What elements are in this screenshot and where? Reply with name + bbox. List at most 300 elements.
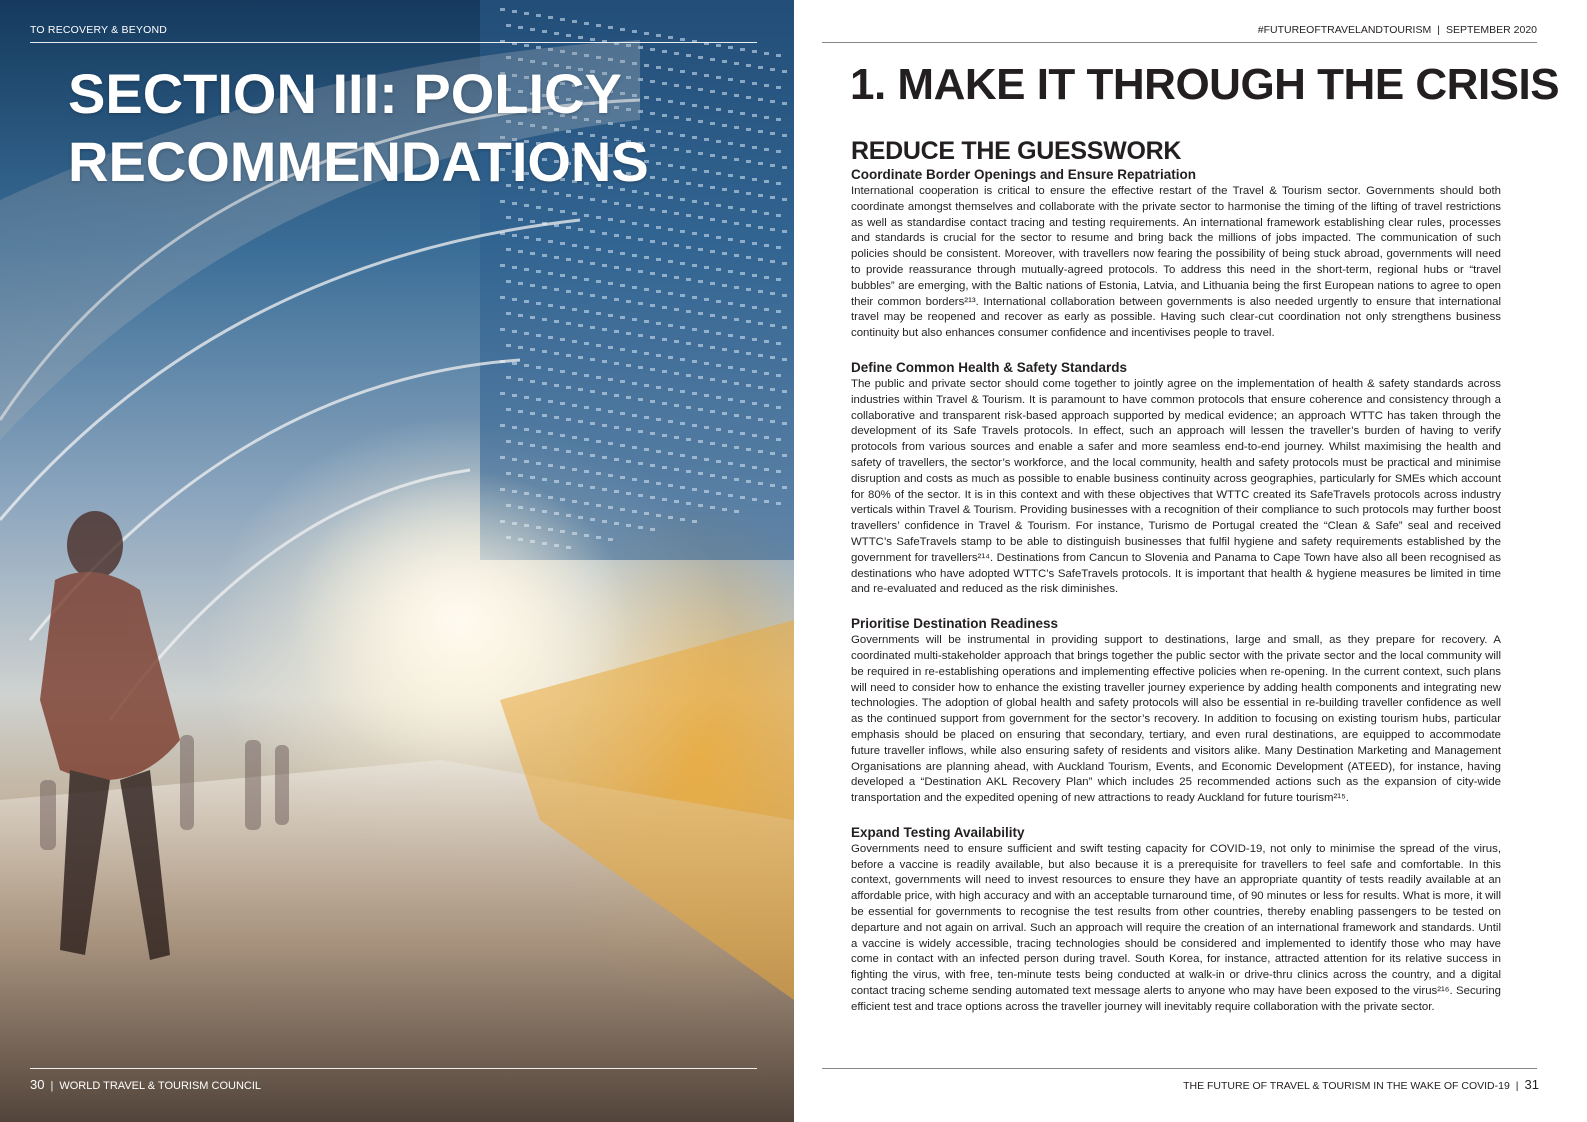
facade-dot (782, 262, 787, 265)
facade-dot (740, 240, 745, 243)
facade-dot (554, 320, 559, 323)
facade-dot (638, 430, 643, 433)
facade-dot (530, 412, 535, 415)
facade-dot (644, 256, 649, 259)
facade-dot (668, 388, 673, 391)
facade-dot (572, 500, 577, 503)
facade-dot (776, 502, 781, 505)
facade-dot (740, 336, 745, 339)
facade-dot (596, 216, 601, 219)
facade-dot (626, 364, 631, 367)
facade-dot (626, 268, 631, 271)
facade-dot (566, 258, 571, 261)
facade-dot (758, 290, 763, 293)
facade-dot (500, 424, 505, 427)
facade-dot (536, 462, 541, 465)
facade-dot (740, 400, 745, 403)
facade-dot (602, 424, 607, 427)
facade-dot (500, 264, 505, 267)
facade-dot (608, 474, 613, 477)
facade-dot (782, 230, 787, 233)
facade-dot (770, 68, 775, 71)
facade-dot (782, 166, 787, 169)
facade-dot (650, 368, 655, 371)
facade-dot (626, 236, 631, 239)
facade-dot (656, 418, 661, 421)
section-heading: Define Common Health & Safety Standards (851, 359, 1128, 375)
facade-dot (530, 252, 535, 255)
facade-dot (686, 214, 691, 217)
facade-dot (590, 38, 595, 41)
facade-dot (578, 228, 583, 231)
facade-dot (734, 510, 739, 513)
facade-dot (764, 436, 769, 439)
facade-dot (782, 358, 787, 361)
facade-dot (584, 214, 589, 217)
facade-dot (530, 476, 535, 479)
facade-dot (662, 434, 667, 437)
facade-dot (758, 226, 763, 229)
facade-dot (626, 300, 631, 303)
facade-dot (698, 312, 703, 315)
facade-dot (656, 290, 661, 293)
facade-dot (650, 208, 655, 211)
facade-dot (644, 352, 649, 355)
facade-dot (668, 260, 673, 263)
facade-dot (506, 376, 511, 379)
facade-dot (710, 410, 715, 413)
facade-dot (668, 292, 673, 295)
facade-dot (554, 448, 559, 451)
facade-dot (524, 460, 529, 463)
facade-dot (704, 426, 709, 429)
facade-dot (776, 214, 781, 217)
facade-dot (614, 362, 619, 365)
facade-dot (578, 324, 583, 327)
facade-dot (710, 282, 715, 285)
facade-dot (674, 340, 679, 343)
footer-divider (822, 1068, 1537, 1069)
facade-dot (608, 538, 613, 541)
facade-dot (632, 446, 637, 449)
facade-dot (722, 412, 727, 415)
section-body: Governments need to ensure sufficient and swift testing capacity for COVID-19, not only to minimise the spread of the virus, before a vaccine is readily available, but also because it is a prerequisite for travellers to feel safe and comfortable. In this context, governments will need to invest resources to ensure they have an appropriate quantity of tests readily available at an affordable price, with high accuracy and with an acceptable turnaround time, of 90 minutes or less for results. What is more, it will be essential for governments to recognise the test results from other countries, thereby enabling passengers to be tested on departure and not again on arrival. Such an approach will require the creation of an international framework and standards. Until a vaccine is widely accessible, tracing technologies should be considered and implemented to identify those who may have come in contact with an infected person during travel. South Korea, for instance, attracted attention for its relative success in fighting the virus, with free, ten-minute tests being conducted at walk-in or drive-thru clinics across the country, and a digital contact tracing scheme sending automated text message alerts to anyone who may have been exposed to the virus²¹⁶. Securing efficient test and trace options across the traveller journey will inevitably require collaboration with the private sector. (851, 842, 1501, 1013)
facade-dot (614, 522, 619, 525)
section-body: The public and private sector should come together to jointly agree on the implementation of health & safety standards across industries within Travel & Tourism. It is paramount to have common protocols that ensure coherence and consistency through a collaborative and transparent risk-based approach supported by medical evidence; an approach WTTC has taken through the development of its Safe Travels protocols. In effect, such an approach will lessen the traveller’s burden of having to verify protocols from various sources and enable a safer and more seamless end-to-end journey. Whilst maximising the health and safety of travellers, the sector’s workforce, and the local community, health and safety protocols must be practical and minimise disruption and costs as much as possible to enable business continuity across geographies, particularly for SMEs which account for 80% of the sector. It is in this context and with these objectives that WTTC created its SafeTravels protocols across industry verticals within Travel & Tourism. Providing businesses with a recognition of their compliance to such protocols may further boost travellers’ confidence in Travel & Tourism. For instance, Turismo de Portugal created the “Clean & Safe” seal and received WTTC’s SafeTravels stamp to be able to distinguish businesses that fulfil hygiene and safety requirements established by the government for travellers²¹⁴. Destinations from Cancun to Slovenia and Panama to Cape Town have also all been recognised as destinations who have adopted WTTC’s SafeTravels protocols. It is important that health & hygiene measures be limited in time and re-evaluated and reduced as the risk diminishes. (851, 377, 1501, 596)
facade-dot (782, 390, 787, 393)
facade-dot (662, 210, 667, 213)
facade-dot (506, 344, 511, 347)
facade-dot (512, 10, 517, 13)
facade-dot (734, 350, 739, 353)
facade-dot (542, 254, 547, 257)
facade-dot (686, 342, 691, 345)
facade-dot (752, 306, 757, 309)
facade-dot (626, 204, 631, 207)
facade-dot (674, 404, 679, 407)
facade-dot (626, 492, 631, 495)
facade-dot (764, 372, 769, 375)
facade-dot (764, 244, 769, 247)
facade-dot (572, 404, 577, 407)
facade-dot (548, 240, 553, 243)
facade-dot (782, 134, 787, 137)
facade-dot (566, 482, 571, 485)
facade-dot (554, 416, 559, 419)
facade-dot (596, 24, 601, 27)
facade-dot (608, 250, 613, 253)
facade-dot (590, 262, 595, 265)
facade-dot (758, 482, 763, 485)
facade-dot (722, 380, 727, 383)
facade-dot (662, 338, 667, 341)
facade-dot (512, 202, 517, 205)
facade-dot (734, 286, 739, 289)
facade-dot (506, 440, 511, 443)
facade-dot (554, 352, 559, 355)
facade-dot (770, 388, 775, 391)
facade-dot (734, 446, 739, 449)
facade-dot (770, 324, 775, 327)
facade-dot (596, 376, 601, 379)
facade-dot (596, 280, 601, 283)
facade-dot (566, 290, 571, 293)
facade-dot (746, 384, 751, 387)
facade-dot (752, 434, 757, 437)
facade-dot (728, 398, 733, 401)
facade-dot (518, 314, 523, 317)
facade-dot (644, 480, 649, 483)
facade-dot (566, 354, 571, 357)
facade-dot (536, 302, 541, 305)
facade-dot (668, 356, 673, 359)
facade-dot (740, 496, 745, 499)
facade-dot (710, 346, 715, 349)
facade-dot (584, 310, 589, 313)
facade-dot (770, 164, 775, 167)
facade-dot (644, 448, 649, 451)
header-date: SEPTEMBER 2020 (1445, 24, 1537, 36)
facade-dot (560, 242, 565, 245)
facade-dot (674, 212, 679, 215)
facade-dot (524, 268, 529, 271)
facade-dot (518, 442, 523, 445)
facade-dot (632, 478, 637, 481)
facade-dot (506, 24, 511, 27)
facade-dot (656, 34, 661, 37)
facade-dot (668, 36, 673, 39)
facade-dot (692, 328, 697, 331)
body-content (851, 166, 1501, 1033)
facade-dot (764, 404, 769, 407)
facade-dot (554, 256, 559, 259)
facade-dot (596, 312, 601, 315)
facade-dot (632, 382, 637, 385)
facade-dot (698, 408, 703, 411)
facade-dot (740, 464, 745, 467)
facade-dot (782, 294, 787, 297)
facade-dot (524, 44, 529, 47)
facade-dot (764, 212, 769, 215)
facade-dot (596, 472, 601, 475)
facade-dot (554, 288, 559, 291)
facade-dot (650, 400, 655, 403)
facade-dot (776, 470, 781, 473)
facade-dot (644, 416, 649, 419)
facade-dot (680, 518, 685, 521)
running-header: TO RECOVERY & BEYOND (30, 24, 168, 36)
facade-dot (722, 316, 727, 319)
facade-dot (566, 386, 571, 389)
facade-dot (704, 234, 709, 237)
facade-dot (662, 50, 667, 53)
facade-dot (602, 296, 607, 299)
section-body: Governments will be instrumental in providing support to destinations, large and small, as they prepare for recovery. A coordinated multi-stakeholder approach that brings together the public sector with the private sector and the local community will be required in re-establishing operations and implementing effective policies when re-opening. In the current context, such plans will need to consider how to enhance the existing traveller journey experience by adding health components and integrating new technologies. The adoption of global health and safety protocols will also be essential in re-building traveller confidence as well as the continued support from government for the sector’s recovery. In addition to focusing on existing tourism hubs, particular emphasis should be placed on ensuring that secondary, tertiary, and even rural destinations, are equipped to accommodate future traveller inflows, while also ensuring safety of residents and visitors alike. Many Destination Marketing and Management Organisations are planning ahead, with Auckland Tourism, Events, and Economic Development (ATEED), for instance, having developed a “Destination AKL Recovery Plan” which includes 25 recommended actions such as the expansion of city-wide transportation and the expedited opening of new attractions to ready Auckland for future tourism²¹⁵. (851, 634, 1501, 805)
facade-dot (518, 26, 523, 29)
facade-dot (542, 414, 547, 417)
facade-dot (686, 310, 691, 313)
facade-dot (776, 118, 781, 121)
facade-dot (656, 354, 661, 357)
facade-dot (674, 500, 679, 503)
facade-dot (530, 220, 535, 223)
facade-dot (746, 320, 751, 323)
facade-dot (698, 504, 703, 507)
facade-dot (614, 234, 619, 237)
facade-dot (770, 292, 775, 295)
facade-dot (758, 322, 763, 325)
facade-dot (548, 464, 553, 467)
facade-dot (638, 526, 643, 529)
facade-dot (692, 392, 697, 395)
facade-dot (782, 486, 787, 489)
facade-dot (572, 212, 577, 215)
facade-dot (590, 230, 595, 233)
facade-dot (620, 380, 625, 383)
facade-dot (614, 202, 619, 205)
facade-dot (740, 272, 745, 275)
header-divider (30, 42, 757, 43)
facade-dot (776, 86, 781, 89)
facade-dot (728, 366, 733, 369)
facade-dot (722, 476, 727, 479)
facade-dot (728, 302, 733, 305)
facade-dot (560, 210, 565, 213)
facade-dot (602, 520, 607, 523)
facade-dot (608, 218, 613, 221)
facade-dot (692, 232, 697, 235)
facade-dot (776, 246, 781, 249)
facade-dot (590, 198, 595, 201)
facade-dot (662, 306, 667, 309)
facade-dot (620, 252, 625, 255)
facade-dot (500, 328, 505, 331)
facade-dot (536, 238, 541, 241)
facade-dot (542, 286, 547, 289)
facade-dot (692, 264, 697, 267)
facade-dot (680, 38, 685, 41)
page-number: 30 (30, 1077, 45, 1092)
facade-dot (674, 276, 679, 279)
facade-dot (728, 238, 733, 241)
facade-dot (764, 52, 769, 55)
facade-dot (770, 260, 775, 263)
facade-dot (698, 248, 703, 251)
facade-dot (584, 374, 589, 377)
facade-dot (608, 346, 613, 349)
facade-dot (746, 256, 751, 259)
facade-dot (530, 316, 535, 319)
facade-dot (704, 266, 709, 269)
facade-dot (608, 314, 613, 317)
facade-dot (728, 206, 733, 209)
facade-dot (656, 514, 661, 517)
facade-dot (710, 442, 715, 445)
facade-dot (716, 44, 721, 47)
facade-dot (644, 320, 649, 323)
facade-dot (524, 396, 529, 399)
facade-dot (506, 312, 511, 315)
facade-dot (614, 490, 619, 493)
facade-dot (536, 334, 541, 337)
section-body: International cooperation is critical to ensure the effective restart of the Travel & Tourism sector. Governments should both coordinate amongst themselves and collaborate with the private sector to harmonise the timing of the lifting of travel restrictions as well as standardise contact tracing and testing requirements. An international framework establishing clear rules, processes and standards is crucial for the sector to resume and bring back the millions of jobs impacted. The communication of such policies should be consistent. Moreover, with travellers now fearing the possibility of being stuck abroad, governments will need to provide reassurance through mutually-agreed protocols. To address this need in the short-term, regional hubs or “travel bubbles” are emerging, with the Baltic nations of Estonia, Latvia, and Lithuania being the first European nations to agree to open their common borders²¹³. International collaboration between governments is also needed urgently to ensure that international travel may be reopened and recover as early as possible. Having such clear-cut coordination not only strengthens business continuity but also enhances consumer confidence and incentivises people to travel. (851, 185, 1501, 340)
facade-dot (608, 26, 613, 29)
facade-dot (728, 494, 733, 497)
facade-dot (572, 244, 577, 247)
facade-dot (656, 482, 661, 485)
facade-dot (632, 286, 637, 289)
facade-dot (572, 372, 577, 375)
facade-dot (668, 324, 673, 327)
facade-dot (518, 474, 523, 477)
facade-dot (776, 374, 781, 377)
facade-dot (710, 378, 715, 381)
facade-dot (782, 102, 787, 105)
footer-publisher: WORLD TRAVEL & TOURISM COUNCIL (59, 1080, 262, 1092)
facade-dot (632, 222, 637, 225)
facade-dot (680, 358, 685, 361)
facade-dot (512, 458, 517, 461)
facade-dot (566, 322, 571, 325)
facade-dot (590, 390, 595, 393)
facade-dot (776, 150, 781, 153)
facade-dot (668, 516, 673, 519)
facade-dot (758, 450, 763, 453)
facade-dot (500, 456, 505, 459)
facade-dot (644, 512, 649, 515)
facade-dot (572, 276, 577, 279)
facade-dot (560, 306, 565, 309)
facade-dot (536, 14, 541, 17)
facade-dot (602, 360, 607, 363)
facade-dot (656, 450, 661, 453)
facade-dot (716, 332, 721, 335)
facade-dot (734, 382, 739, 385)
facade-dot (746, 416, 751, 419)
facade-dot (716, 236, 721, 239)
facade-dot (632, 414, 637, 417)
facade-dot (626, 428, 631, 431)
facade-dot (530, 380, 535, 383)
facade-dot (686, 502, 691, 505)
facade-dot (626, 332, 631, 335)
facade-dot (734, 318, 739, 321)
facade-dot (650, 496, 655, 499)
facade-dot (758, 386, 763, 389)
facade-dot (764, 500, 769, 503)
footer-separator: | (1515, 1080, 1519, 1092)
facade-dot (548, 208, 553, 211)
facade-dot (584, 502, 589, 505)
facade-dot (524, 364, 529, 367)
facade-dot (572, 340, 577, 343)
facade-dot (608, 282, 613, 285)
facade-dot (602, 264, 607, 267)
facade-dot (596, 504, 601, 507)
facade-dot (530, 28, 535, 31)
facade-dot (512, 298, 517, 301)
facade-dot (578, 452, 583, 455)
facade-dot (578, 356, 583, 359)
facade-dot (548, 16, 553, 19)
facade-dot (536, 206, 541, 209)
facade-dot (536, 398, 541, 401)
facade-dot (710, 506, 715, 509)
facade-dot (614, 426, 619, 429)
facade-dot (764, 468, 769, 471)
facade-dot (710, 250, 715, 253)
left-footer (30, 1077, 261, 1092)
facade-dot (596, 344, 601, 347)
facade-dot (752, 210, 757, 213)
facade-dot (584, 342, 589, 345)
facade-dot (578, 36, 583, 39)
facade-dot (668, 484, 673, 487)
facade-dot (746, 448, 751, 451)
facade-dot (632, 254, 637, 257)
facade-dot (692, 296, 697, 299)
facade-dot (620, 284, 625, 287)
facade-dot (740, 48, 745, 51)
facade-dot (542, 30, 547, 33)
facade-dot (746, 352, 751, 355)
facade-dot (656, 258, 661, 261)
facade-dot (632, 510, 637, 513)
facade-dot (512, 234, 517, 237)
facade-dot (602, 488, 607, 491)
section-heading: Prioritise Destination Readiness (851, 616, 1059, 632)
facade-dot (518, 250, 523, 253)
facade-dot (608, 442, 613, 445)
facade-dot (578, 388, 583, 391)
facade-dot (548, 432, 553, 435)
facade-dot (596, 248, 601, 251)
facade-dot (638, 238, 643, 241)
header-divider (822, 42, 1537, 43)
facade-dot (584, 438, 589, 441)
section-heading: Coordinate Border Openings and Ensure Repatriation (851, 167, 1197, 182)
facade-dot (602, 232, 607, 235)
facade-dot (674, 372, 679, 375)
facade-dot (692, 520, 697, 523)
facade-dot (644, 32, 649, 35)
facade-dot (638, 462, 643, 465)
facade-dot (566, 226, 571, 229)
facade-dot (734, 222, 739, 225)
facade-dot (680, 454, 685, 457)
facade-dot (662, 370, 667, 373)
facade-dot (614, 330, 619, 333)
